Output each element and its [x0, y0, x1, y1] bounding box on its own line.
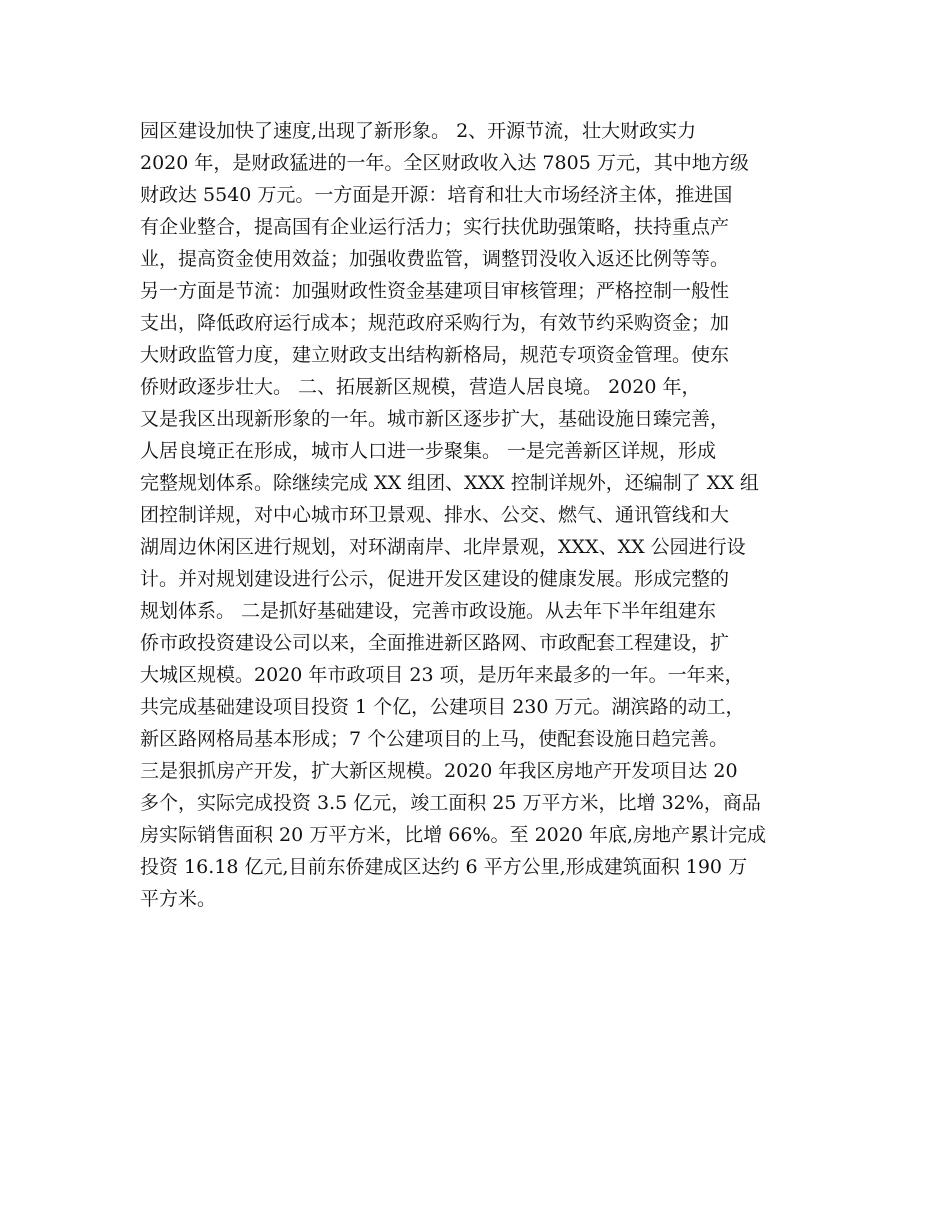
text-line: 多个，实际完成投资 3.5 亿元，竣工面积 25 万平方米，比增 32%，商品 [140, 792, 761, 814]
text-line: 大财政监管力度，建立财政支出结构新格局，规范专项资金管理。使东 [140, 344, 730, 366]
text-line: 支出，降低政府运行成本；规范政府采购行为，有效节约采购资金；加 [140, 312, 730, 334]
text-line: 房实际销售面积 20 万平方米，比增 66%。至 2020 年底,房地产累计完成 [140, 824, 766, 846]
text-line: 又是我区出现新形象的一年。城市新区逐步扩大，基础设施日臻完善， [140, 408, 730, 430]
text-line: 计。并对规划建设进行公示，促进开发区建设的健康发展。形成完整的 [140, 568, 730, 590]
text-line: 完整规划体系。除继续完成 XX 组团、XXX 控制详规外，还编制了 XX 组 [140, 472, 759, 494]
text-line: 业，提高资金使用效益；加强收费监管，调整罚没收入返还比例等等。 [140, 248, 730, 270]
text-line: 2020 年，是财政猛进的一年。全区财政收入达 7805 万元，其中地方级 [140, 152, 749, 174]
text-line: 规划体系。 二是抓好基础建设，完善市政设施。从去年下半年组建东 [140, 600, 717, 622]
text-line: 平方米。 [140, 888, 217, 910]
text-line: 财政达 5540 万元。一方面是开源：培育和壮大市场经济主体，推进国 [140, 184, 733, 206]
text-line: 新区路网格局基本形成；7 个公建项目的上马，使配套设施日趋完善。 [140, 728, 729, 750]
text-line: 共完成基础建设项目投资 1 个亿，公建项目 230 万元。湖滨路的动工， [140, 696, 745, 718]
text-line: 投资 16.18 亿元,目前东侨建成区达约 6 平方公里,形成建筑面积 190 万 [140, 856, 748, 878]
body-text [140, 115, 830, 915]
text-line: 园区建设加快了速度,出现了新形象。 2、开源节流，壮大财政实力 [140, 120, 697, 142]
text-line: 侨市政投资建设公司以来，全面推进新区路网、市政配套工程建设，扩 [140, 632, 730, 654]
text-line: 有企业整合，提高国有企业运行活力；实行扶优助强策略，扶持重点产 [140, 216, 730, 238]
text-line: 团控制详规，对中心城市环卫景观、排水、公交、燃气、通讯管线和大 [140, 504, 730, 526]
text-line: 大城区规模。2020 年市政项目 23 项，是历年来最多的一年。一年来， [140, 664, 744, 686]
text-line: 另一方面是节流：加强财政性资金基建项目审核管理；严格控制一般性 [140, 280, 730, 302]
text-line: 湖周边休闲区进行规划，对环湖南岸、北岸景观，XXX、XX 公园进行设 [140, 536, 746, 558]
text-line: 人居良境正在形成，城市人口进一步聚集。 一是完善新区详规，形成 [140, 440, 717, 462]
text-line: 侨财政逐步壮大。 二、拓展新区规模，营造人居良境。 2020 年， [140, 376, 701, 398]
text-line: 三是狠抓房产开发，扩大新区规模。2020 年我区房地产开发项目达 20 [140, 760, 738, 782]
